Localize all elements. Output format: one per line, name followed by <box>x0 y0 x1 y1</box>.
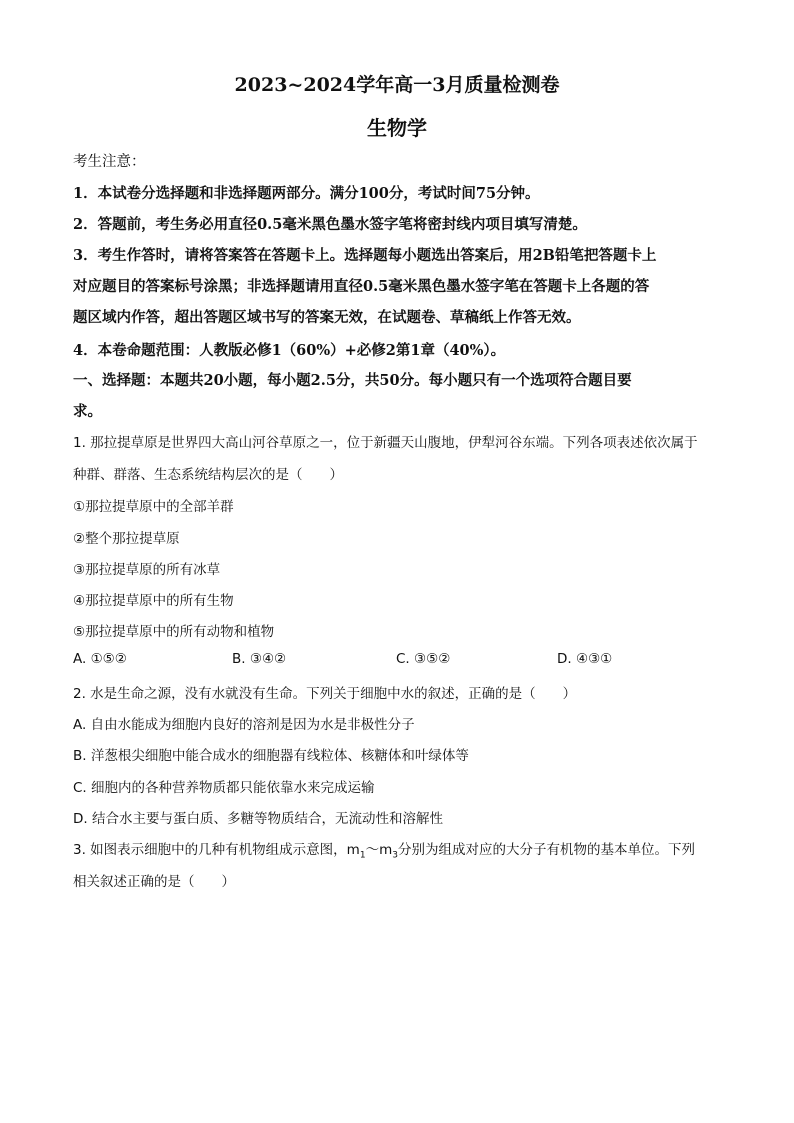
q1-option-b: B. ③④② <box>232 651 287 667</box>
q3-sub1: 1 <box>359 850 366 861</box>
q2-stem: 2. 水是生命之源，没有水就没有生命。下列关于细胞中水的叙述，正确的是（ ） <box>73 686 577 702</box>
q3-stem <box>73 838 695 861</box>
section-heading: 一、选择题：本题共20小题，每小题2.5分，共50分。每小题只有一个选项符合题目要 <box>73 372 632 389</box>
q2-option-b: B. 洋葱根尖细胞中能合成水的细胞器有线粒体、核糖体和叶绿体等 <box>73 748 469 764</box>
q3-m1: m <box>346 842 360 858</box>
notice-item-3-cont-2: 题区域内作答，超出答题区域书写的答案无效，在试题卷、草稿纸上作答无效。 <box>73 309 581 326</box>
q3-stem-pre: 3. 如图表示细胞中的几种有机物组成示意图， <box>73 842 347 858</box>
q2-option-a: A. 自由水能成为细胞内良好的溶剂是因为水是非极性分子 <box>73 717 415 733</box>
q3-sub3: 3 <box>392 850 398 861</box>
q3-stem-post: 分别为组成对应的大分子有机物的基本单位。下列 <box>397 842 695 858</box>
notice-item-2: 2．答题前，考生务必用直径0.5毫米黑色墨水签字笔将密封线内项目填写清楚。 <box>73 216 587 233</box>
q3-m3: m <box>379 842 393 858</box>
notice-item-3: 3．考生作答时，请将答案答在答题卡上。选择题每小题选出答案后，用2B铅笔把答题卡上 <box>73 247 657 264</box>
q1-option-d: D. ④③① <box>557 651 613 667</box>
q1-option-c: C. ③⑤② <box>396 651 451 667</box>
q1-option-a: A. ①⑤② <box>73 651 127 667</box>
notice-item-3-cont-1: 对应题目的答案标号涂黑；非选择题请用直径0.5毫米黑色墨水签字笔在答题卡上各题的答 <box>73 278 650 295</box>
q3-tilde: ～ <box>365 842 380 858</box>
notice-heading: 考生注意： <box>73 154 146 170</box>
q2-option-d: D. 结合水主要与蛋白质、多糖等物质结合，无流动性和溶解性 <box>73 811 443 827</box>
q1-stem: 1. 那拉提草原是世界四大高山河谷草原之一，位于新疆天山腹地，伊犁河谷东端。下列各项表述依次属于 <box>73 435 698 451</box>
q1-item-5: ⑤那拉提草原中的所有动物和植物 <box>73 624 275 640</box>
q2-option-c: C. 细胞内的各种营养物质都只能依靠水来完成运输 <box>73 780 375 796</box>
exam-title: 2023~2024学年高一3月质量检测卷 <box>234 74 560 96</box>
q1-stem-cont: 种群、群落、生态系统结构层次的是（ ） <box>73 467 343 483</box>
q1-item-1: ①那拉提草原中的全部羊群 <box>73 499 234 515</box>
q3-stem-cont: 相关叙述正确的是（ ） <box>73 874 235 890</box>
section-heading-cont: 求。 <box>73 403 102 420</box>
notice-item-4: 4．本卷命题范围：人教版必修1（60%）+必修2第1章（40%）。 <box>73 342 506 359</box>
q1-item-4: ④那拉提草原中的所有生物 <box>73 593 234 609</box>
subject-title: 生物学 <box>367 116 427 140</box>
q1-item-2: ②整个那拉提草原 <box>73 531 180 547</box>
q1-item-3: ③那拉提草原的所有冰草 <box>73 562 221 578</box>
notice-item-1: 1．本试卷分选择题和非选择题两部分。满分100分，考试时间75分钟。 <box>73 185 540 202</box>
